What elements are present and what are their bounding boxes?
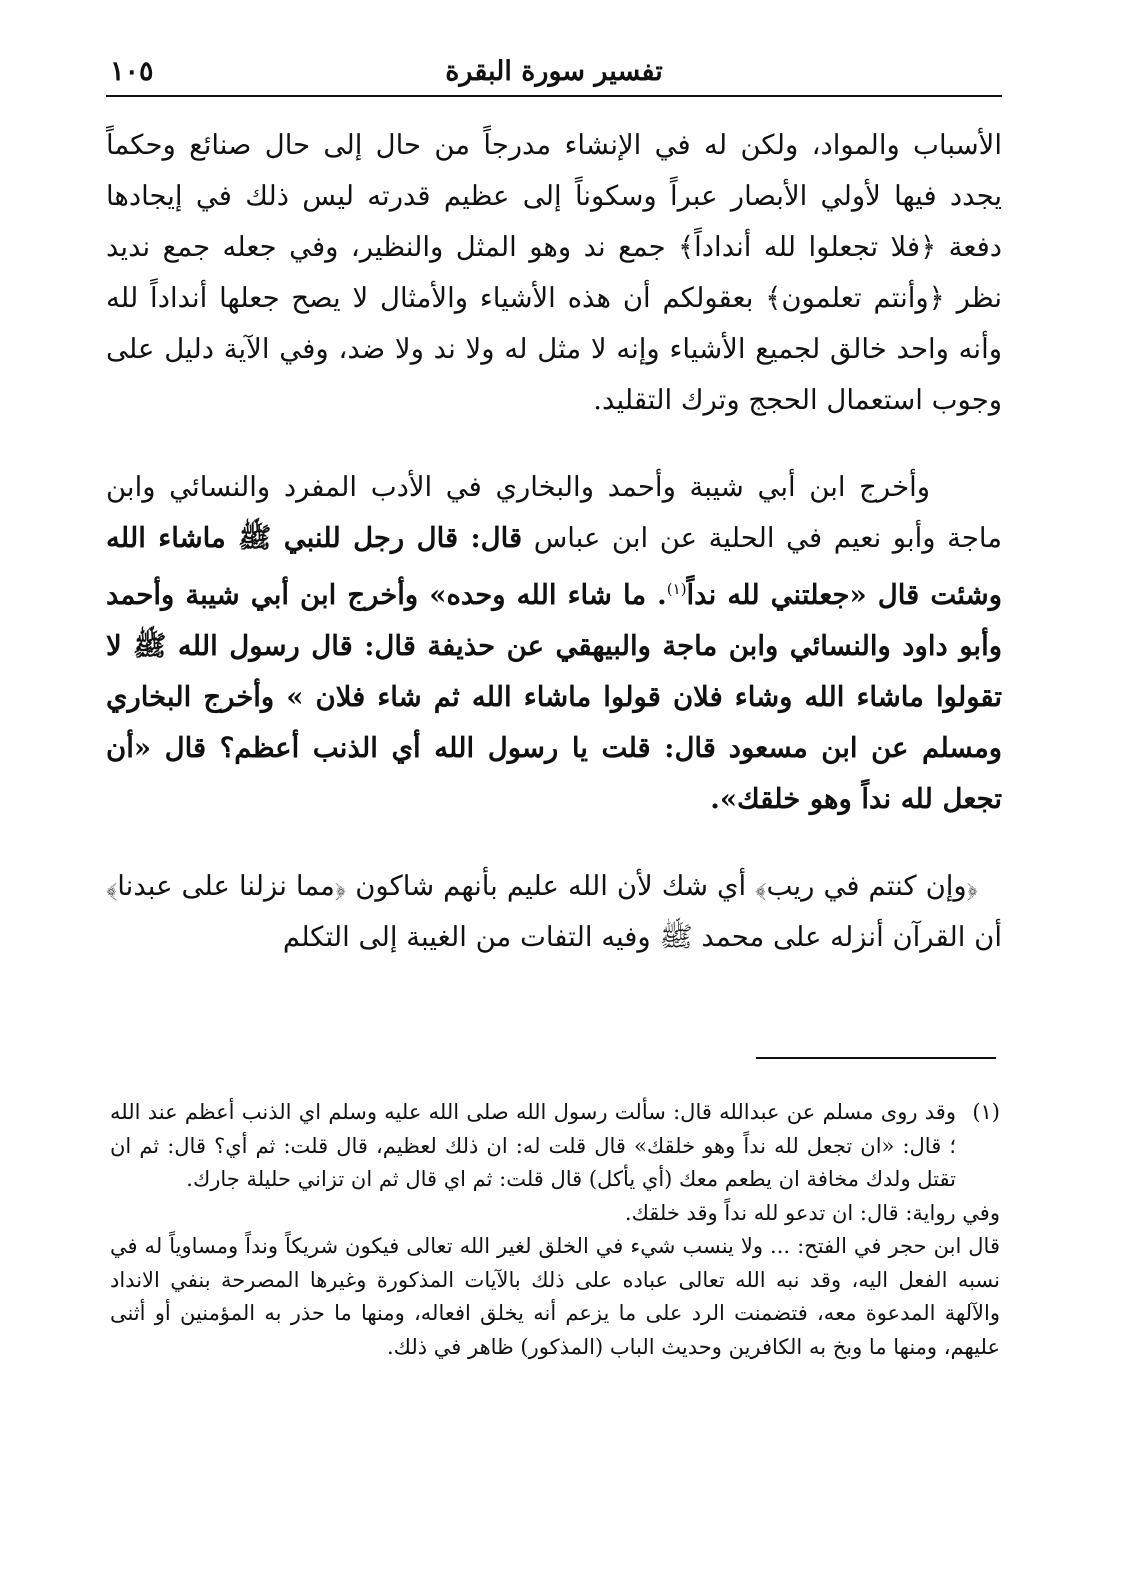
header-title: تفسير سورة البقرة <box>445 56 663 87</box>
footnote-1 <box>110 1096 1000 1197</box>
paragraph-3: ﴿وإن كنتم في ريب﴾ أي شك لأن الله عليم بأنهم شاكون ﴿مما نزلنا على عبدنا﴾ أن القرآن أنزله على محمد ﷺ وفيه التفات من الغيبة إلى التكلم <box>106 870 1002 954</box>
paragraph-2-part-c: . ما شاء الله وحده» وأخرج ابن أبي شيبة وأحمد وأبو داود والنسائي وابن ماجة والبيهقي عن حذيفة قال: قال رسول الله ﷺ لا تقولوا ماشاء الله وشاء فلان قولوا ماشاء الله ثم شاء فلان » وأخرج البخاري ومسلم عن ابن مسعود <box>106 579 1002 765</box>
main-text <box>106 120 1002 963</box>
footnote-1-text-b: وفي رواية: قال: ان تدعو لله نداً وقد خلقك. <box>624 1200 1000 1225</box>
running-header <box>106 50 1002 97</box>
page-number: ١٠٥ <box>110 56 154 87</box>
footnote-1-text-c: قال ابن حجر في الفتح: ... ولا ينسب شيء في الخلق لغير الله تعالى فيكون شريكاً ونداً ومساوياً له في نسبه الفعل اليه، وقد نبه الله تعالى عباده على ذلك بالآيات المذكورة وغيرها المصرحة بنفي الانداد والآلهة المدعوة معه، فتضمنت الرد على ما يزعم أنه يخلق افعاله، ومنها ما حذر به المؤمنين أو أثنى عليهم، ومنها ما وبخ به الكافرين وحديث الباب (المذكور) ظاهر في ذلك. <box>110 1234 1000 1359</box>
paragraph-2 <box>106 462 1002 825</box>
footnotes <box>110 1096 1000 1364</box>
footnote-reference[interactable]: (١) <box>666 580 687 598</box>
paragraph-2-part-d: قال: قلت يا رسول الله أي الذنب أعظم؟ قال «أن تجعل لله نداً وهو خلقك». <box>106 732 1002 816</box>
footnote-separator <box>756 1057 996 1059</box>
paragraph-2-part-b: قال: قال رجل للنبي ﷺ ماشاء الله وشئت قال «جعلتني لله نداً <box>106 522 1002 612</box>
footnote-marker: (١) <box>972 1100 1000 1124</box>
footnote-1-text-a: وقد روى مسلم عن عبدالله قال: سألت رسول الله صلى الله عليه وسلم اي الذنب أعظم عند الله ؛ قال: «ان تجعل لله نداً وهو خلقك» قال قلت له: ان ذلك لعظيم، قال قلت: ثم أي؟ قال: ثم ان تقتل ولدك مخافة ان يطعم معك (أي يأكل) قال قلت: ثم اي قال ثم ان تزاني حليلة جارك. <box>110 1100 956 1191</box>
paragraph-1: الأسباب والمواد، ولكن له في الإنشاء مدرجاً من حال إلى حال صنائع وحكماً يجدد فيها لأولي الأبصار عبراً وسكوناً إلى عظيم قدرته ليس ذلك في إيجادها دفعة ﴿فلا تجعلوا لله أنداداً﴾ جمع ند وهو المثل والنظير، وفي جعله جمع نديد نظر ﴿وأنتم تعلمون﴾ بعقولكم أن هذه الأشياء والأمثال لا يصح جعلها أنداداً لله وأنه واحد خالق لجميع الأشياء وإنه لا مثل له ولا ند ولا ضد، وفي الآية دليل على وجوب استعمال الحجج وترك التقليد. <box>106 129 1002 416</box>
paragraph-2-part-a: وأخرج ابن أبي شيبة وأحمد والبخاري في الأدب المفرد والنسائي وابن ماجة وأبو نعيم في الحلية عن ابن عباس <box>106 471 1002 554</box>
